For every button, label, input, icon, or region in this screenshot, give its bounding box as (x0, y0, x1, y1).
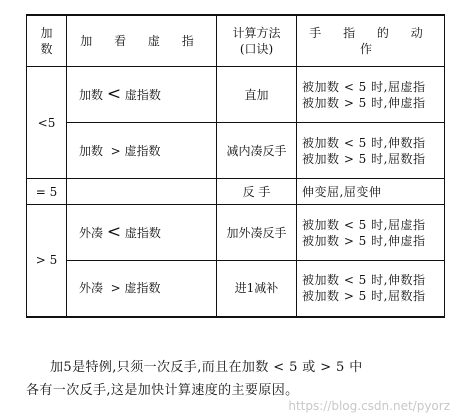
note-line: 加5是特例,只须一次反手,而且在加数 < 5 或 > 5 中 (50, 360, 363, 375)
look-cell (67, 179, 217, 205)
table-row (27, 67, 445, 123)
method-cell: 减内凑反手 (217, 123, 297, 179)
header-action: 手 指 的 动 作 (297, 15, 445, 67)
table-row (27, 205, 445, 261)
header-look: 加 看 虚 指 (67, 15, 217, 67)
watermark: https://blog.csdn.net/pyorz (288, 399, 450, 413)
look-cell: 加数 > 虚指数 (67, 123, 217, 179)
note-paragraph (26, 356, 444, 402)
action-cell: 被加数 < 5 时,伸数指 被加数 > 5 时,屈数指 (297, 261, 445, 317)
look-cell: 外凑 < 虚指数 (67, 205, 217, 261)
cond-cell: > 5 (27, 205, 67, 317)
cond-cell: = 5 (27, 179, 67, 205)
method-cell: 直加 (217, 67, 297, 123)
header-addend: 加 数 (27, 15, 67, 67)
method-cell: 加外凑反手 (217, 205, 297, 261)
look-cell: 外凑 > 虚指数 (67, 261, 217, 317)
action-cell: 伸变屈,屈变伸 (297, 179, 445, 205)
table-row (27, 179, 445, 205)
note-line: 各有一次反手,这是加快计算速度的主要原因。 (26, 383, 299, 398)
abacus-rule-table (26, 14, 445, 318)
header-method: 计算方法 (口诀) (217, 15, 297, 67)
table-row (27, 123, 445, 179)
method-cell: 进1减补 (217, 261, 297, 317)
action-cell: 被加数 < 5 时,屈虚指 被加数 > 5 时,伸虚指 (297, 67, 445, 123)
table-row (27, 261, 445, 317)
method-cell: 反 手 (217, 179, 297, 205)
action-cell: 被加数 < 5 时,屈虚指 被加数 > 5 时,伸虚指 (297, 205, 445, 261)
action-cell: 被加数 < 5 时,伸数指 被加数 > 5 时,屈数指 (297, 123, 445, 179)
cond-cell: <5 (27, 67, 67, 179)
table-header-row (27, 15, 445, 67)
document-area (26, 14, 444, 318)
look-cell: 加数 < 虚指数 (67, 67, 217, 123)
